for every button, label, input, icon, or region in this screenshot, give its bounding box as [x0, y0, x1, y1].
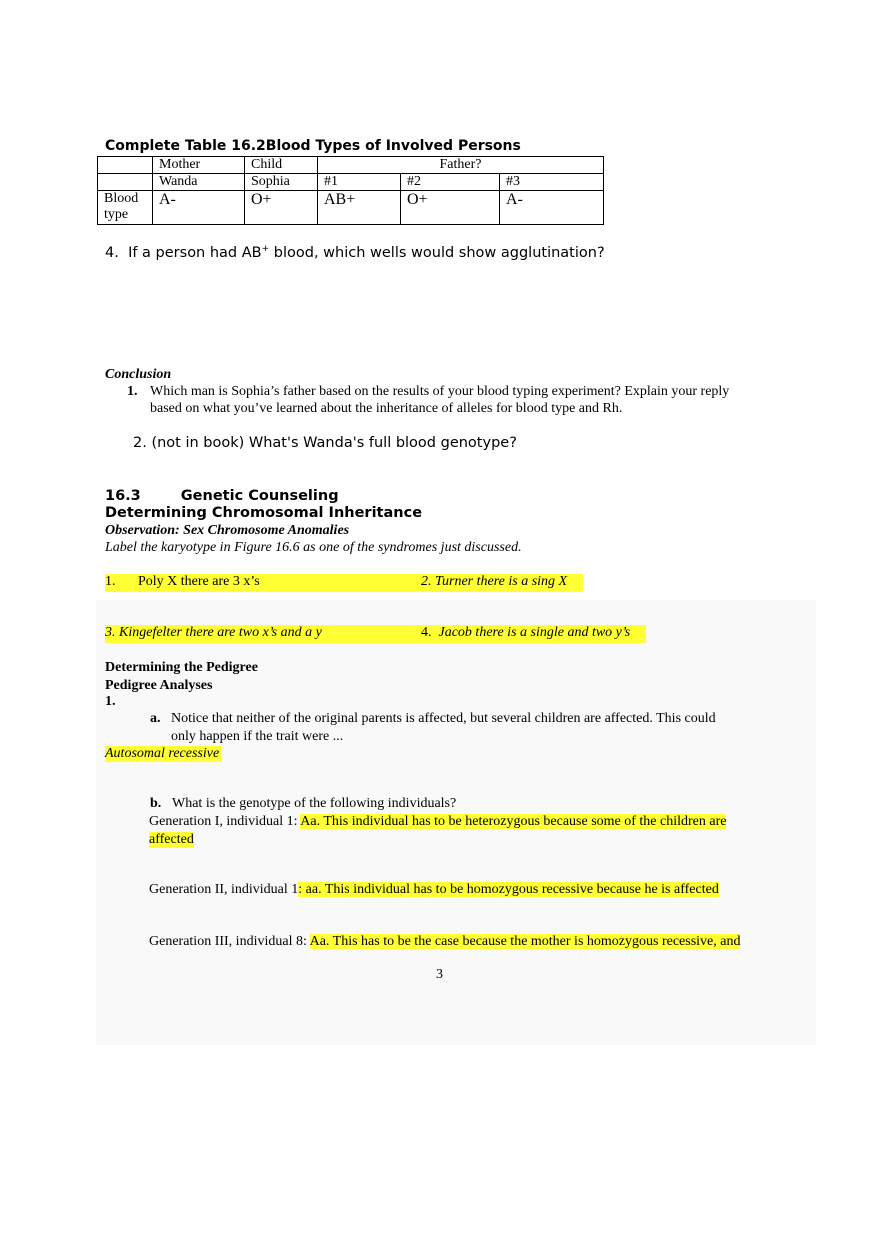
header-father-2: #2	[401, 174, 500, 191]
answers-row-2	[105, 625, 646, 643]
generation-3-line	[149, 934, 740, 950]
header-father-1: #1	[318, 174, 401, 191]
header-father-3: #3	[500, 174, 604, 191]
generation-1-line	[149, 814, 726, 830]
q4-number: 4.	[105, 244, 119, 261]
generation-1-answer: Aa. This individual has to be heterozygous because some of the children are	[300, 814, 727, 829]
answer-4-text: Jacob there is a single and two y’s	[438, 625, 631, 640]
q4-superscript: +	[261, 244, 270, 254]
section-title: Genetic Counseling	[180, 488, 339, 504]
question-4	[105, 244, 605, 261]
pedigree-b-label: b.	[150, 796, 162, 811]
pedigree-a-line2: only happen if the trait were ...	[171, 729, 344, 744]
conclusion-q2: 2. (not in book) What's Wanda's full blood genotype?	[133, 435, 517, 451]
header-father: Father?	[318, 157, 604, 174]
header-wanda: Wanda	[153, 174, 245, 191]
answer-4-number: 4.	[421, 625, 432, 640]
instruction-text: Label the karyotype in Figure 16.6 as one of the syndromes just discussed.	[105, 540, 522, 555]
observation-heading: Observation: Sex Chromosome Anomalies	[105, 523, 350, 538]
header-sophia: Sophia	[245, 174, 318, 191]
pedigree-b-text: What is the genotype of the following individuals?	[172, 796, 457, 811]
generation-3-label: Generation III, individual 8:	[149, 934, 310, 949]
value-father-1[interactable]: AB+	[318, 191, 401, 225]
table-title	[105, 138, 521, 154]
empty-cell	[98, 157, 153, 174]
generation-1-label: Generation I, individual 1:	[149, 814, 301, 829]
section-heading	[105, 488, 339, 504]
header-mother: Mother	[153, 157, 245, 174]
blood-type-table	[97, 156, 604, 225]
answer-1-text: Poly X there are 3 x’s	[138, 574, 260, 589]
answers-row-1	[105, 574, 583, 592]
row-label-blood-type: Blood type	[98, 191, 153, 225]
conclusion-q1-number: 1.	[127, 384, 138, 399]
table-title-text: Blood Types of Involved Persons	[265, 138, 521, 154]
value-father-3[interactable]: A-	[500, 191, 604, 225]
generation-2-answer: : aa. This individual has to be homozygous recessive because he is affected	[298, 882, 719, 897]
conclusion-q1-line1: Which man is Sophia’s father based on the results of your blood typing experiment? Explain your reply	[150, 384, 730, 399]
page-number: 3	[436, 967, 443, 982]
header-child: Child	[245, 157, 318, 174]
table-header-row-1	[98, 157, 604, 174]
value-wanda[interactable]: A-	[153, 191, 245, 225]
answer-1-number: 1.	[105, 574, 116, 589]
value-father-2[interactable]: O+	[401, 191, 500, 225]
generation-2-line	[149, 882, 719, 898]
pedigree-a-answer: Autosomal recessive	[105, 746, 220, 761]
table-header-row-2	[98, 174, 604, 191]
pedigree-heading: Determining the Pedigree	[105, 660, 258, 675]
value-sophia[interactable]: O+	[245, 191, 318, 225]
empty-cell	[98, 174, 153, 191]
pedigree-number: 1.	[105, 694, 116, 709]
answer-4	[421, 625, 630, 641]
pedigree-a-label: a.	[150, 711, 161, 726]
pedigree-subheading: Pedigree Analyses	[105, 678, 213, 693]
conclusion-q1-line2: based on what you’ve learned about the inheritance of alleles for blood type and Rh.	[150, 401, 623, 416]
generation-2-label: Generation II, individual 1	[149, 882, 299, 897]
blood-type-row	[98, 191, 604, 225]
table-title-number: Complete Table 16.2	[105, 138, 266, 154]
q4-text-start: If a person had AB	[128, 244, 262, 261]
section-subtitle: Determining Chromosomal Inheritance	[105, 505, 423, 521]
generation-3-answer: Aa. This has to be the case because the mother is homozygous recessive, and	[309, 934, 741, 949]
pedigree-a-line1: Notice that neither of the original parents is affected, but several children are affected. This could	[171, 711, 716, 726]
answer-2: 2. Turner there is a sing X	[421, 574, 568, 589]
section-number: 16.3	[105, 488, 141, 504]
answer-3: 3. Kingefelter there are two x’s and a y	[105, 625, 322, 640]
conclusion-heading: Conclusion	[105, 367, 172, 382]
q4-text-end: blood, which wells would show agglutination?	[269, 244, 605, 261]
generation-1-answer-line2: affected	[149, 832, 194, 847]
